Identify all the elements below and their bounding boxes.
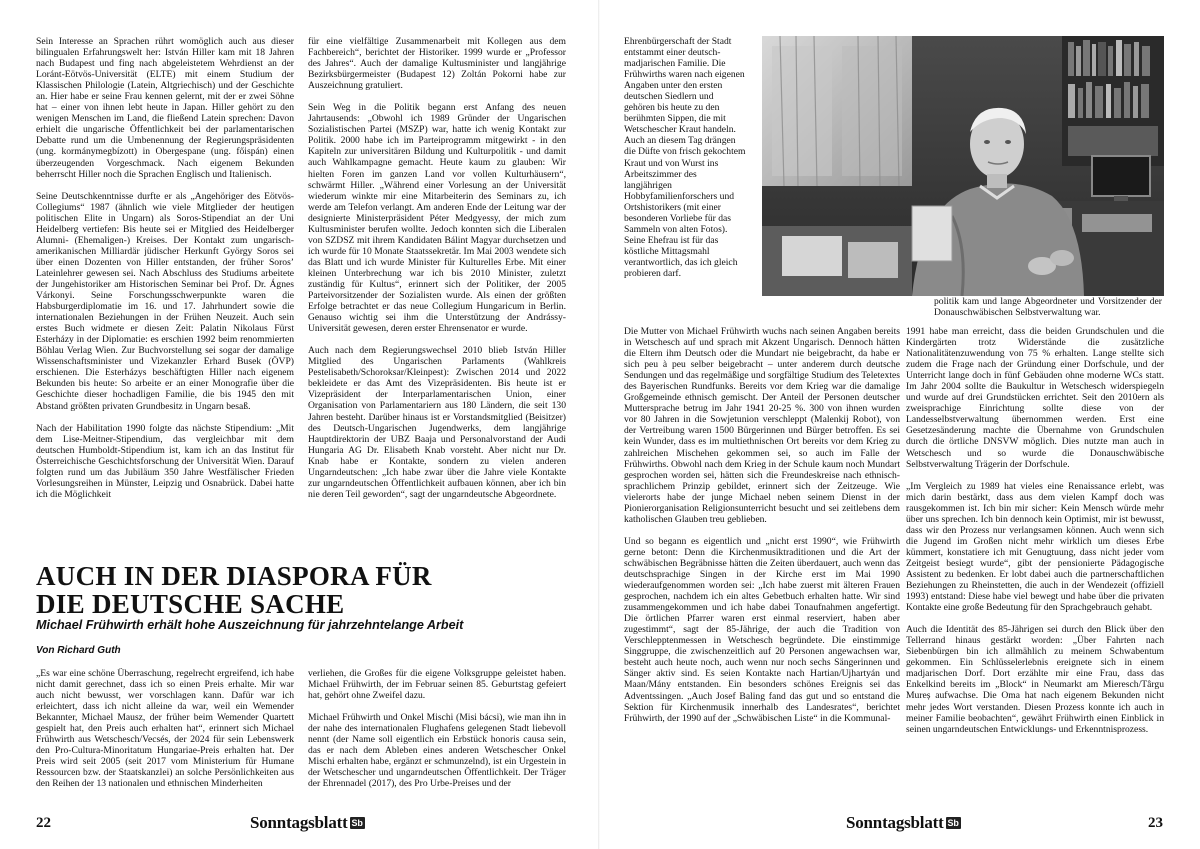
paragraph: 1991 habe man erreicht, dass die beiden Grundschulen und die Kindergärten trotz Widerstände die zusätzliche Nationalitätenzuwendung von 75 % erhalten. Lange stellte sich zudem die Frage nach der Gründung einer Dorfschule, und der Unterricht lange doch in fünf Gebäuden ohne moderne WCs statt. Im Jahr 2004 sollte die Baukultur in Wetschesch widerspiegeln und wurde auf drei Grundstücken errichtet. Seit den 2010ern als zweisprachige Einrichtung sollte diese von der Landesselbstverwaltung übernommen werden. Erst eine Gesetzesänderung machte die Übernahme von Grundschulen durch die örtliche DNSVW möglich. Dies nutzte man auch in Wetschesch und so wurde die Donauschwäbische Selbstverwaltung Trägerin der Dorfschule.: [906, 326, 1164, 470]
right-side-column: [624, 36, 746, 319]
paragraph: Ehrenbürgerschaft der Stadt entstammt einer deutsch-madjarischen Familie. Die Frühwirths waren nach eigenen Angaben unter den ersten deutschen Siedlern und gehören bis heute zu den berühmten Sippen, die mit Wetschescher Kraut handeln. Auch an diesem Tag drängen die Düfte von frisch gekochtem Kraut und von Wurst ins Arbeitszimmer des langjährigen Hobbyfamilienforschers und Ortshistorikers (mit einer besonderen Vorliebe für das Sammeln von alten Fotos). Seine Ehefrau ist für das köstliche Mittagsmahl verantwortlich, das ich gleich probieren darf.: [624, 36, 746, 279]
paragraph: Nach der Habilitation 1990 folgte das nächste Stipendium: „Mit dem Lise-Meitner-Stipendium, das vergleichbar mit dem deutschen Humboldt-Stipendium ist, kam ich an das Institut für Österreichische Geschichtsforschung der Universität Wien. Darauf folgten rund um das Jubiläum 350 Jahre Westfälischer Frieden Vorlesungsreihen in Münster, Leipzig und Osnabrück. Dabei hatte ich die Möglichkeit: [36, 422, 294, 500]
photo-man-in-study-image: [762, 36, 1164, 296]
left-column-2: [308, 36, 566, 554]
article-headline: [36, 562, 556, 618]
paragraph: Und so begann es eigentlich und „nicht erst 1990“, wie Frühwirth gerne betont: Denn die Kirchenmusiktraditionen und die Art der schwäbischen Begräbnisse hätten die Zeiten überdauert, auch wenn das deutschsprachige Singen in der Kirche erst im Mai 1990 wiederaufgenommen worden sei: „Ich habe zuerst mit älteren Frauen gesprochen, nachdem ich ein altes Gebetbuch erhalten hatte. Wir sind zusammengekommen und ich habe dabei Tonaufnahmen angefertigt. Die örtlichen Pfarrer waren erst einmal reserviert, haben aber zugestimmt“, sagt der 85-Jährige, der auch die Tradition von Verschlepptenmessen in Wetschesch begründete. Die einstimmige Singgruppe, die zwischenzeitlich auf 20 Personen angewachsen war, besteht auch heute noch, auch wenn nur noch sechs Sängerinnen und Sänger aktiv sind. Es seien Kontakte nach Hartian/Ujhartyán und Maan/Mány entstanden. Ein besonders schönes Ereignis sei das Adventssingen. „Auch Josef Baling fand das gut und so entstand die Sektion für Kirchenmusik innerhalb des Landesrates“, berichtet Frühwirth, der 1990 auf der „Schwäbischen Liste“ in die Kommunal-: [624, 535, 900, 724]
sonntagsblatt-logo-icon: Sb: [947, 818, 959, 828]
paragraph: „Im Vergleich zu 1989 hat vieles eine Renaissance erlebt, was mich darin bestärkt, dass aus dem vielen Kampf doch was rausgekommen ist. Ich bin mir sicher: Kein Mensch würde mehr über uns sprechen. Ich bin dennoch kein Optimist, mir ist bewusst, dass wir den Prozess nur verlangsamen können. Auch wenn sich die Jugend im Großen nicht mehr wirklich um dieses Erbe kümmert, konstatiere ich mit Genugtuung, dass nicht jeder vom Zeitgeist besiegt wurde“, gibt der pensionierte Pädagogische Assistent zu bedenken. Er lobt dabei auch die partnerschaftlichen Beziehungen zu Rheinstetten, die auch in der Wendezeit (offiziell 1993) entstand: Diese habe viel bewegt und habe über die privaten Kontakte eine große Bedeutung für den Sprachgebrauch gehabt.: [906, 480, 1164, 614]
brand-name: Sonntagsblatt: [250, 813, 348, 832]
left-column-2-bottom: [308, 668, 566, 810]
paragraph: Michael Frühwirth und Onkel Mischi (Misi bácsi), wie man ihn in der nahe des internationalen Flughafens gelegenen Stadt liebevoll nennt (der Name soll eigentlich ein Erbstück honoris causa sein, das er nach dem Ableben eines anderen Wetschescher Onkel Mischi erhalten habe, ergänzt er schmunzelnd), ist ein Urgestein in der Wetschescher und ungarndeutschen Öffentlichkeit. Der Träger der Ehrennadel (2017), des Pro Urbe-Preises und der: [308, 712, 566, 790]
paragraph: politik kam und lange Abgeordneter und Vorsitzender der Donauschwäbischen Selbstverwaltung war.: [934, 296, 1162, 319]
article-photo: [762, 36, 1164, 296]
right-column-3-top: [934, 296, 1162, 320]
left-column-1: [36, 36, 294, 554]
paragraph: Seine Deutschkenntnisse durfte er als „Angehöriger des Eötvös-Collegiums“ 1987 (ähnlich wie viele Mitglieder der heutigen politischen Elite in Ungarn) als Soros-Stipendiat an der Uni Heidelberg vertiefen: Bis heute sei er Mitglied des Heidelberger Alumni- (Ehemaligen-) Kreises. Der Kontakt zum ungarisch-amerikanischen Milliardär jüdischer Herkunft György Soros sei über einen Dozenten von Hiller entstanden, der früher Soros’ Lateinlehrer gewesen sei. Nach Abschluss des Studiums arbeitete der Jungehistoriker am Historischen Seminar bei Prof. Dr. Ágnes Várkonyi. Seine Forschungsschwerpunkte waren die Habsburgerdiplomatie im 16. und 17. Jahrhundert sowie die internationalen Beziehungen in der Frühen Neuzeit. Auch sein erstes Buch widmete er diesen Zeit: Palatin Nikolaus Fürst Esterházy in der Diplomatie: es erschien 1992 beim renommierten Böhlau Verlag Wien. Zur Buchvorstellung sei sogar der damalige Wissenschaftsminister und Vizekanzler Erhard Busek (ÖVP) erschienen. Die Esterházys beschäftigten Hiller nach eigenem Bekunden bis heute: So arbeite er an einer Monografie über die Geschichte dieser hochadligen Familie, die bis 1945 den mit Abstand größten privaten Grundbesitz in Ungarn besaß.: [36, 190, 294, 412]
masthead-footer: [846, 813, 961, 833]
page-number: 23: [1148, 815, 1163, 831]
paragraph: „Es war eine schöne Überraschung, regelrecht ergreifend, ich habe nicht damit gerechnet, dass ich so einen Preis erhalte. Mir war auch nicht bewusst, wer vorschlagen kann. Dafür war ich erleichtert, dass ich nicht alleine da war, weil ein Wemender Bekannter, Michael Mausz, der früher beim Wemender Quartett gespielt hat, den Preis auch erhalten hat“, erinnert sich Michael Frühwirth aus Wetschesch/Vecsés, der 2024 für sein Lebenswerk den Pro-Cultura-Minoritatum Hungariae-Preis erhalten hat. Der Preis wird seit 2005 (seit 2017 vom Ministerium für Humane Ressourcen bzw. der Staatskanzlei) an solche Persönlichkeiten aus den Reihen der 13 nationalen und ethnischen Minderheiten: [36, 668, 294, 790]
right-column-a: [624, 326, 900, 810]
paragraph: verliehen, die Großes für die eigene Volksgruppe geleistet haben. Michael Frühwirth, der im Februar seinen 85. Geburtstag gefeiert hat, gehört ohne Zweifel dazu.: [308, 668, 566, 702]
headline-line-2: DIE DEUTSCHE SACHE: [36, 589, 345, 619]
paragraph: Die Mutter von Michael Frühwirth wuchs nach seinen Angaben bereits in Wetschesch auf und sprach mit Akzent Ungarisch. Dennoch hätten die Eltern ihm Deutsch oder die Mundart nie beigebracht, da habe er sich peu à peu selber beigebracht – unter anderem durch deutsche Sendungen und das regelmäßige und sorgfältige Studium des Teletextes des Bayerischen Rundfunks. Bereits vor dem Krieg war die damalige Großgemeinde ethnisch gemischt. Der Anteil der Personen deutscher Muttersprache betrug im Jahr 1941 20-25 %. 300 von ihnen wurden vor 80 Jahren in die Sowjetunion verschleppt (Malenkij Robot), von der Vertreibung waren 1500 Bürgerinnen und Bürger betroffen. Es sei kein Wunder, dass es im multiethnischen Ort bereits vor dem Krieg zu zahlreichen Mischehen gekommen sei, so auch im Falle der Frühwirths. Obwohl nach dem Krieg in der Schule kaum noch Mundart gesprochen worden sei, hätten sich die Freundeskreise nach ethnisch-sprachlichem Prinzip gebildet, erinnert sich der Zeitzeuge. Wie vielerorts habe der junge Michael neben seinem Dienst in der Pionierorganisation Religionsunterricht besucht und sei zeitlebens dem katholischen Glauben treu geblieben.: [624, 326, 900, 525]
paragraph: Auch die Identität des 85-Jährigen sei durch den Blick über den Tellerrand hinaus gestärkt worden: „Über Fahrten nach Siebenbürgen bin ich allmählich zu meinem Schwabentum gekommen. Ein Schlüsselerlebnis ereignete sich in einem madjarischen Dorf. Dort erzählte mir eine Frau, dass das Enkelkind bereits im „Block“ in Neumarkt am Mieresch/Târgu Mureș aufwachse. Die Oma hat nach eigenem Bekunden nicht mehr jedes Wort verstanden. Diesen Prozess konnte ich auch in meiner Familie beobachten“, gewährt Frühwirth einen Einblick in seinen ungarndeutschen Entwicklungs- und Erkenntnisprozess.: [906, 624, 1164, 735]
article-subheadline: Michael Frühwirth erhält hohe Auszeichnung für jahrzehntelange Arbeit: [36, 618, 464, 632]
paragraph: Auch nach dem Regierungswechsel 2010 blieb István Hiller Mitglied des Ungarischen Parlaments (Wahlkreis Pestelisabeth/Schoroksar/Kleinpest): Zwischen 2014 und 2022 bekleidete er das Amt des Vizepräsidenten. Bis heute ist er Vizepräsident der Interparlamentarischen Union, einer Organisation von Parlamentariern aus 180 Ländern, die seit 130 Jahren besteht. Darüber hinaus ist er Vorstandsmitglied (Beisitzer) des Deutsch-Ungarischen Jugendwerks, dem langjährige Hauptdirektorin der UBZ Baaja und Personalvorstand der Audi Hungaria AG Dr. Elisabeth Knab vorsteht. Aber nicht nur Dr. Knab habe er Kontakte, sondern zu vielen anderen Ungarndeutschen: „Ich habe zwar über die Jahre viele Kontakte zur ungarndeutschen Öffentlichkeit aufbauen können, aber ich bin nie deren Teil geworden“, sagt der ungarndeutsche Abgeordnete.: [308, 345, 566, 500]
paragraph: Sein Interesse an Sprachen rührt womöglich auch aus dieser bilingualen Erfahrungswelt her: István Hiller kam mit 18 Jahren nach Budapest und fing nach abgeleistetem Wehrdienst an der Loránt-Eötvös-Universität (ELTE) mit einem Studium der Klassischen Philologie (Latein, Altgriechisch) und der Geschichte an. Hier habe er seine Frau kennen gelernt, mit der er zwei Söhne hat – einer von ihnen lebt heute in Japan. Hiller gehört zu den wenigen Menschen im Land, die fließend Latein sprechen: Davon erhielt die ungarische Öffentlichkeit bei der parlamentarischen Debatte rund um die Umbenennung der Regierungspräsidenten (ung. kormánymegbízott) in Obergespane (ung. főispán) einen überzeugenden Vorgeschmack. Nach eigenem Bekunden beherrscht Hiller noch die Sprachen Englisch und Italienisch.: [36, 36, 294, 180]
masthead-footer: [250, 813, 365, 833]
article-byline: Von Richard Guth: [36, 645, 121, 656]
paragraph: Sein Weg in die Politik begann erst Anfang des neuen Jahrtausends: „Obwohl ich 1989 Gründer der Ungarischen Sozialistischen Partei (MSZP) war, hatte ich wenig Kontakt zur Politik. 2000 habe ich im Parteiprogramm mitgewirkt - in den Kapiteln zur universitären Bildung und Kulturpolitik - und damit auch Wahlkampagne gemacht. Heute kaum zu glauben: Wir hielten Foren im ganzen Land vor vollen Kulturhäusern“, schwärmt Hiller. „Während einer Vorlesung an der Universität wiederum winkte mir eine Mitarbeiterin des Seminars zu, ich werde am Telefon verlangt. Am anderen Ende der Leitung war der designierte Ministerpräsident Péter Medgyessy, der mich zum Kultusminister berufen wollte. Jedoch konnten sich die Liberalen von SZDSZ mit ihrem Kandidaten Bálint Magyar durchsetzen und ich wurde für 10 Monate Staatssekretär. Im Mai 2003 wendete sich das Blatt und ich wurde Minister für Kulturelles Erbe. Mit einer kleinen Unterbrechung war ich bis 2010 Minister, zuletzt zuständig für Kultus“, erinnert sich der Politiker, der 2005 Parteivorsitzender der Sozialisten wurde. Als einen der größten Erfolge betrachtet er das neue Collegium Hungaricum in Berlin. Genauso wichtig sei ihm die Unterstützung der Andrássy-Universität gewesen, deren erster Ehrensenator er wurde.: [308, 102, 566, 335]
sonntagsblatt-logo-icon: Sb: [351, 818, 363, 828]
right-column-b: [906, 326, 1164, 810]
left-column-1-bottom: [36, 668, 294, 810]
page-number: 22: [36, 815, 51, 831]
brand-name: Sonntagsblatt: [846, 813, 944, 832]
paragraph: für eine vielfältige Zusammenarbeit mit Kollegen aus dem Fachbereich“, berichtet der Historiker. 1999 wurde er „Professor des Jahres“. Auch der damalige Kultusminister und langjährige Bezirksbürgermeister (Budapest 12) Zoltán Pokorni habe zur Auszeichnung gratuliert.: [308, 36, 566, 92]
headline-line-1: AUCH IN DER DIASPORA FÜR: [36, 561, 432, 591]
